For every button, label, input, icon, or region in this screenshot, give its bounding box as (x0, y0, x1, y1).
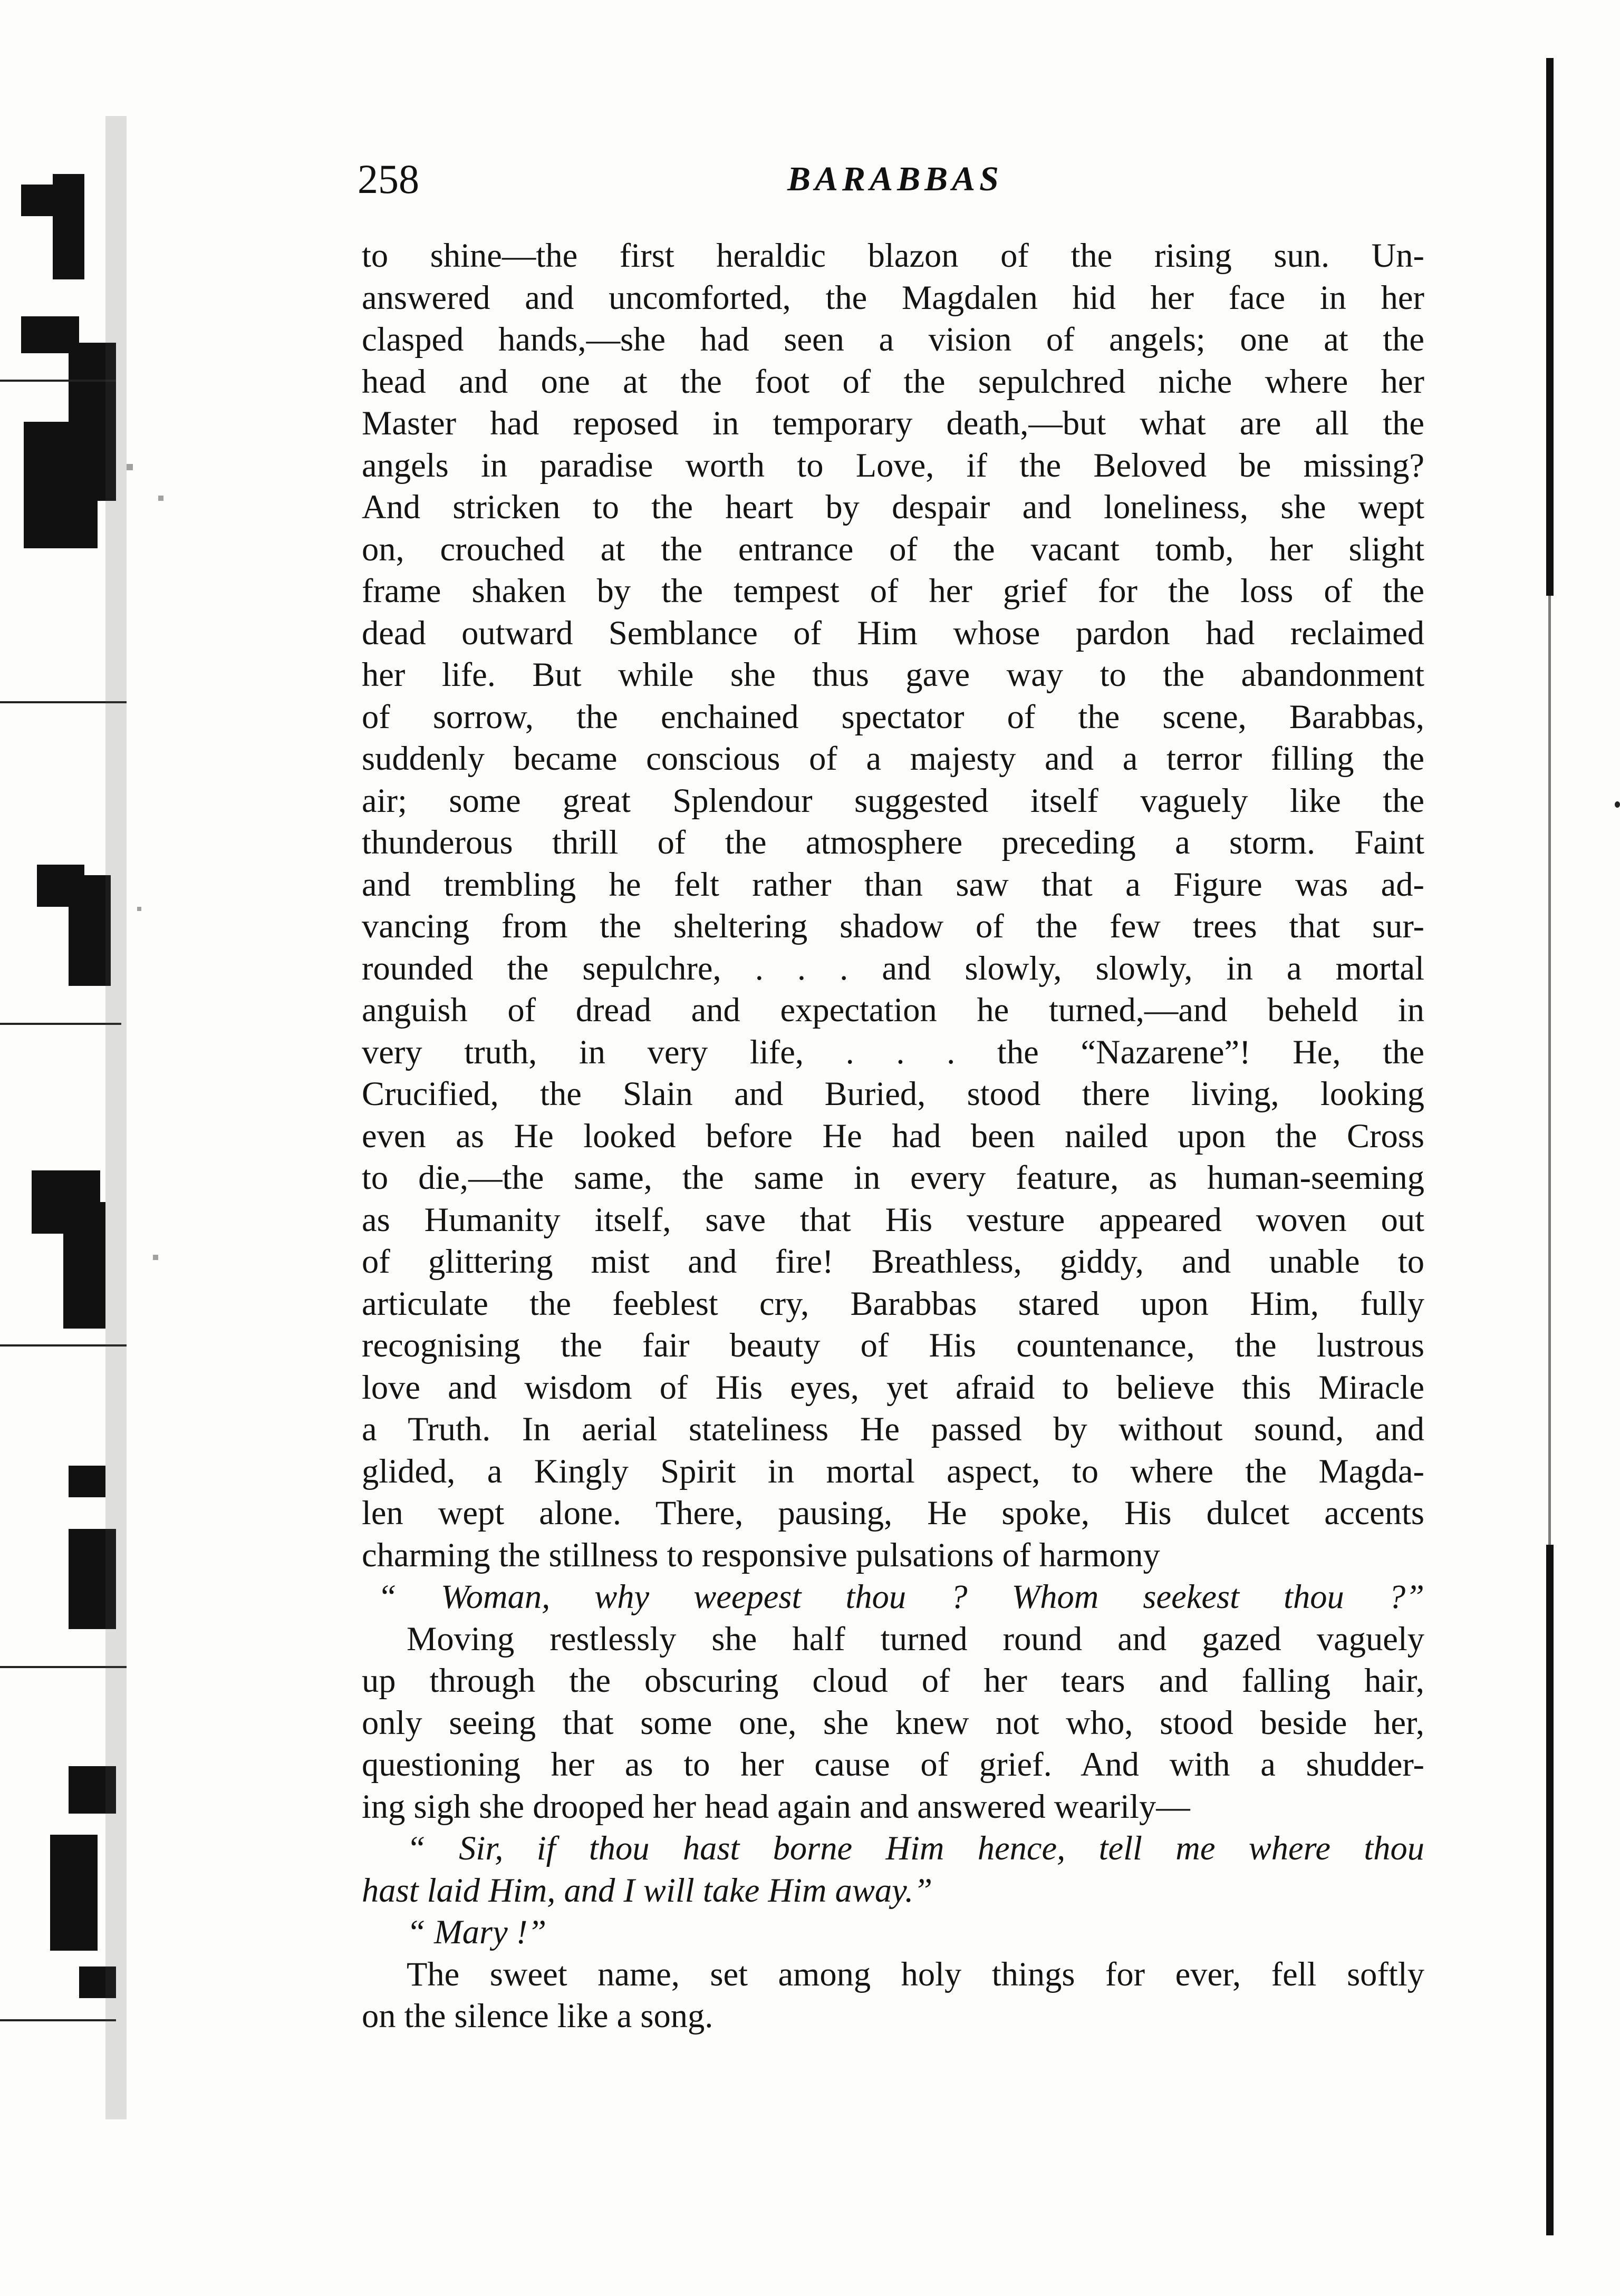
text-line: of glittering mist and fire! Breathless, giddy, and unable to (362, 1243, 1424, 1280)
text-line: air; some great Splendour suggested itself vaguely like the (362, 781, 1424, 819)
body-text (362, 235, 1424, 2037)
text-line: of sorrow, the enchained spectator of the scene, Barabbas, (362, 697, 1424, 735)
text-line: articulate the feeblest cry, Barabbas stared upon Him, fully (362, 1284, 1424, 1322)
binding-edge-left (0, 95, 174, 2177)
text-line: “ Mary !” (407, 1913, 547, 1951)
running-head: BARABBAS (787, 160, 1003, 198)
text-line: “ Sir, if thou hast borne Him hence, tell me where thou (407, 1829, 1424, 1867)
text-line: on, crouched at the entrance of the vacant tomb, her slight (362, 530, 1424, 568)
text-line: dead outward Semblance of Him whose pardon had reclaimed (362, 614, 1424, 652)
text-line: anguish of dread and expectation he turned,—and beheld in (362, 991, 1424, 1029)
text-line: charming the stillness to responsive pulsations of harmony (362, 1536, 1160, 1574)
text-line: her life. But while she thus gave way to the abandonment (362, 656, 1424, 693)
page-header (358, 153, 1439, 216)
text-line: and trembling he felt rather than saw that a Figure was ad- (362, 865, 1424, 903)
text-line: vancing from the sheltering shadow of the few trees that sur- (362, 907, 1424, 945)
text-line: questioning her as to her cause of grief. And with a shudder- (362, 1746, 1424, 1783)
text-line: to shine—the first heraldic blazon of the rising sun. Un- (362, 237, 1424, 274)
text-line: “ Woman, why weepest thou ? Whom seekest thou ?” (378, 1578, 1424, 1615)
text-line: rounded the sepulchre, . . . and slowly, slowly, in a mortal (362, 949, 1424, 987)
binding-edge-right (1544, 58, 1560, 2235)
text-line: a Truth. In aerial stateliness He passed by without sound, and (362, 1410, 1424, 1448)
ink-speck (1615, 801, 1620, 808)
text-line: Crucified, the Slain and Buried, stood there living, looking (362, 1075, 1424, 1112)
text-line: to die,—the same, the same in every feature, as human-seeming (362, 1159, 1424, 1196)
text-line: frame shaken by the tempest of her grief for the loss of the (362, 572, 1424, 609)
text-line: up through the obscuring cloud of her tears and falling hair, (362, 1662, 1424, 1699)
text-line: recognising the fair beauty of His countenance, the lustrous (362, 1326, 1424, 1364)
text-line: on the silence like a song. (362, 1997, 713, 2035)
text-line: angels in paradise worth to Love, if the Beloved be missing? (362, 446, 1424, 484)
text-line: love and wisdom of His eyes, yet afraid to believe this Miracle (362, 1368, 1424, 1406)
page-number: 258 (358, 156, 419, 202)
text-line: thunderous thrill of the atmosphere preceding a storm. Faint (362, 824, 1424, 861)
text-line: even as He looked before He had been nailed upon the Cross (362, 1117, 1424, 1155)
text-line: The sweet name, set among holy things for ever, fell softly (407, 1955, 1424, 1993)
text-line: And stricken to the heart by despair and loneliness, she wept (362, 488, 1424, 526)
text-line: answered and uncomforted, the Magdalen hid her face in her (362, 278, 1424, 316)
text-line: hast laid Him, and I will take Him away.” (362, 1871, 933, 1909)
text-line: glided, a Kingly Spirit in mortal aspect, to where the Magda- (362, 1452, 1424, 1490)
text-line: Moving restlessly she half turned round and gazed vaguely (407, 1620, 1424, 1658)
text-line: as Humanity itself, save that His vesture appeared woven out (362, 1200, 1424, 1238)
text-line: head and one at the foot of the sepulchred niche where her (362, 362, 1424, 400)
text-line: very truth, in very life, . . . the “Nazarene”! He, the (362, 1033, 1424, 1071)
text-line: clasped hands,—she had seen a vision of angels; one at the (362, 321, 1424, 358)
text-line: ing sigh she drooped her head again and answered wearily— (362, 1787, 1190, 1825)
text-line: Master had reposed in temporary death,—but what are all the (362, 404, 1424, 442)
text-line: len wept alone. There, pausing, He spoke, His dulcet accents (362, 1494, 1424, 1532)
text-line: suddenly became conscious of a majesty and a terror filling the (362, 740, 1424, 777)
text-line: only seeing that some one, she knew not who, stood beside her, (362, 1703, 1424, 1741)
